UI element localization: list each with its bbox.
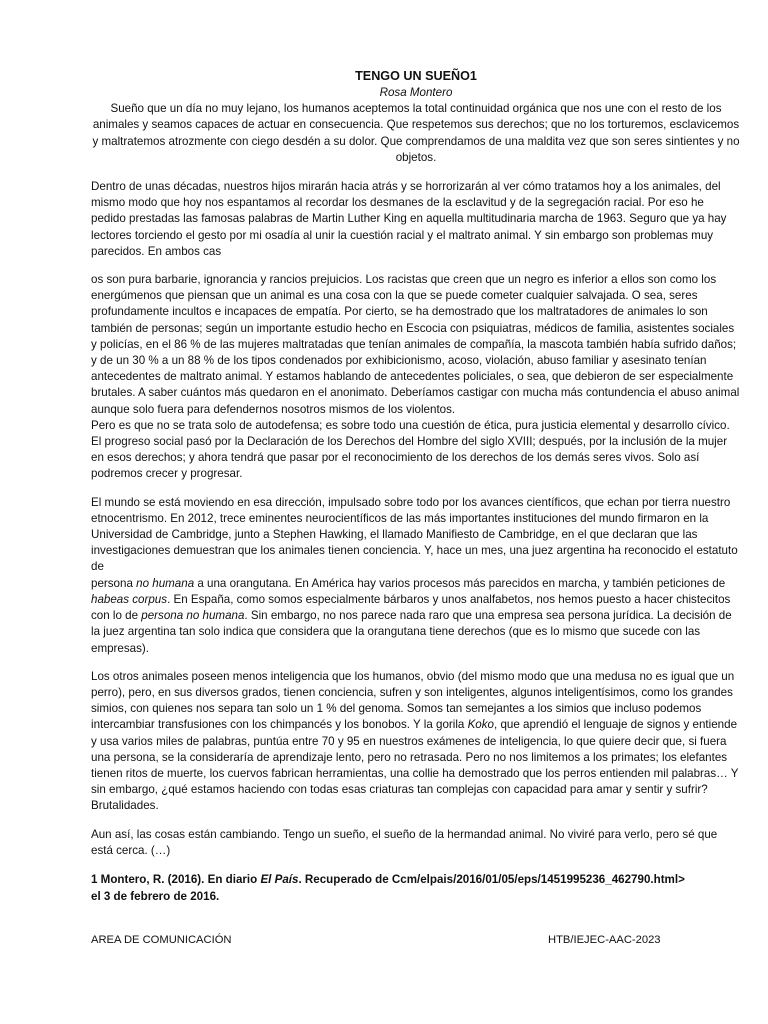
paragraph-7-text-c: , que aprendió el lenguaje de signos y entiende y usa varios miles de palabras, puntúa entre 70 y 95 en nuestros exámenes de inteligencia, lo que quiere decir que, si fuera una persona, se la consideraría de aprendizaje lento, pero no retrasada. Pero no nos limitemos a los primates; los elefantes tienen ritos de muerte, los cuervos fabrican herramientas, una collie ha demostrado que los perros entienden mil palabras… Y sin embargo, ¿qué estamos haciendo con todas esas criaturas tan complejas con capacidad para amar y sentir y sufrir? Brutalidades. — [91, 718, 739, 813]
footer-right-code: HTB/IEJEC-AAC-2023 — [548, 934, 661, 946]
document-body — [91, 68, 741, 905]
document-title: TENGO UN SUEÑO1 — [355, 69, 477, 83]
paragraph-7-text-a: Los otros animales poseen menos inteligencia que los humanos, obvio (del mismo modo que una medusa no es igual que un perro), pero, en sus diversos grados, tienen conciencia, sufren y son inteligentes, algunos inteligentísimos, como los grandes simios, con quienes nos separa tan solo un 1 % del genoma. Somos tan semejantes a los simios que incluso podemos intercambiar transfusiones con los chimpancés y los bonobos. Y la gorila — [91, 669, 735, 732]
reference-text-a: 1 Montero, R. (2016). En diario — [91, 872, 261, 886]
paragraph-2: os son pura barbarie, ignorancia y rancios prejuicios. Los racistas que creen que un negro es inferior a ellos son como los energúmenos que piensan que un animal es una cosa con la que se puede cometer cualquier salvajada. O sea, seres profundamente incultos e incapaces de empatía. Por cierto, se ha demostrado que los maltratadores de animales lo son también de personas; según un importante estudio hecho en Escocia con psiquiatras, médicos de familia, asistentes sociales y policías, en el 86 % de las mujeres maltratadas que tenían animales de compañía, la mascota también había sufrido daños; y de un 30 % a un 88 % de los tipos condenados por exhibicionismo, acoso, violación, abuso familiar y asesinato tenían — [91, 273, 737, 368]
paragraph-6-text-a: persona — [91, 576, 137, 590]
lead-paragraph: Sueño que un día no muy lejano, los humanos aceptemos la total continuidad orgánica que nos une con el resto de los animales y seamos capaces de actuar en consecuencia. Que respetemos sus derechos; que no los torturemos, esclavicemos y maltratemos atrozmente con ciego desdén a su dolor. Que comprendamos de una maldita vez que son seres sintientes y no objetos. — [92, 102, 740, 164]
paragraph-7 — [91, 669, 741, 815]
document-author: Rosa Montero — [379, 86, 453, 99]
paragraph-4: Pero es que no se trata solo de autodefensa; es sobre todo una cuestión de ética, pura justicia elemental y desarrollo cívico. El progreso social pasó por la Declaración de los Derechos del Hombre del siglo XVIII; después, por la inclusión de la mujer en esos derechos; y ahora tendrá que pasar por el reconocimiento de los derechos de los demás seres vivos. Solo así podremos crecer y progresar. — [91, 418, 730, 481]
paragraph-3: antecedentes de maltrato animal. Y estamos hablando de antecedentes policiales, o sea, que debieron de ser especialmente brutales. A saber cuántos más quedaron en el anonimato. Deberíamos castigar con mucha más contundencia el abuso animal aunque solo fuera para defendernos nosotros mismos de los violentos. — [91, 370, 740, 416]
paragraph-6-text-g: . Sin embargo, no nos parece nada raro que una empresa sea persona jurídica. La decisión de la juez argentina tan solo indica que considera que la orangutana tiene derechos (que es lo mismo que sucede con las empresas). — [91, 609, 732, 655]
paragraph-6-text-c: a una orangutana. En América hay varios procesos más parecidos en marcha, y también peticiones de — [194, 576, 726, 590]
paragraph-6-text-e: . En España, como somos especialmente bárbaros y unos analfabetos, nos hemos puesto a hacer chistecitos con lo de — [91, 592, 731, 623]
paragraph-1: Dentro de unas décadas, nuestros hijos mirarán hacia atrás y se horrorizarán al ver cómo tratamos hoy a los animales, del mismo modo que hoy nos espantamos al recordar los desmanes de la esclavitud y de la segregación racial. Por eso he pedido prestadas las famosas palabras de Martin Luther King en aquella multitudinaria marcha de 1963. Seguro que ya hay lectores torciendo el gesto por mi osadía al unir la cuestión racial y el maltrato animal. Y sin embargo son problemas muy parecidos. En ambos cas — [91, 180, 727, 258]
paragraph-8: Aun así, las cosas están cambiando. Tengo un sueño, el sueño de la hermandad animal. No viviré para verlo, pero sé que está cerca. (…) — [91, 827, 718, 857]
reference-italic-b: El País — [260, 872, 299, 886]
paragraph-6 — [91, 576, 741, 657]
paragraph-7-italic-b: Koko — [467, 718, 495, 732]
reference-text-d: el 3 de febrero de 2016. — [91, 889, 220, 903]
paragraph-6-italic-f: persona no humana — [141, 609, 245, 623]
paragraph-6-italic-d: habeas corpus — [91, 592, 168, 606]
reference-note — [91, 871, 741, 905]
paragraph-5: El mundo se está moviendo en esa dirección, impulsado sobre todo por los avances científicos, que echan por tierra nuestro etnocentrismo. En 2012, trece eminentes neurocientíficos de las más importantes instituciones del mundo firmaron en la Universidad de Cambridge, junto a Stephen Hawking, el llamado Manifiesto de Cambridge, en el que declaran que las investigaciones demuestran que los animales tienen conciencia. Y, hace un mes, una juez argentina ha reconocido el estatuto de — [91, 495, 738, 574]
reference-text-c: . Recuperado de Ccm/elpais/2016/01/05/eps/1451995236_462790.html> — [298, 872, 685, 886]
footer-left-label: AREA DE COMUNICACIÓN — [91, 934, 232, 946]
paragraph-6-italic-b: no humana — [136, 576, 195, 590]
